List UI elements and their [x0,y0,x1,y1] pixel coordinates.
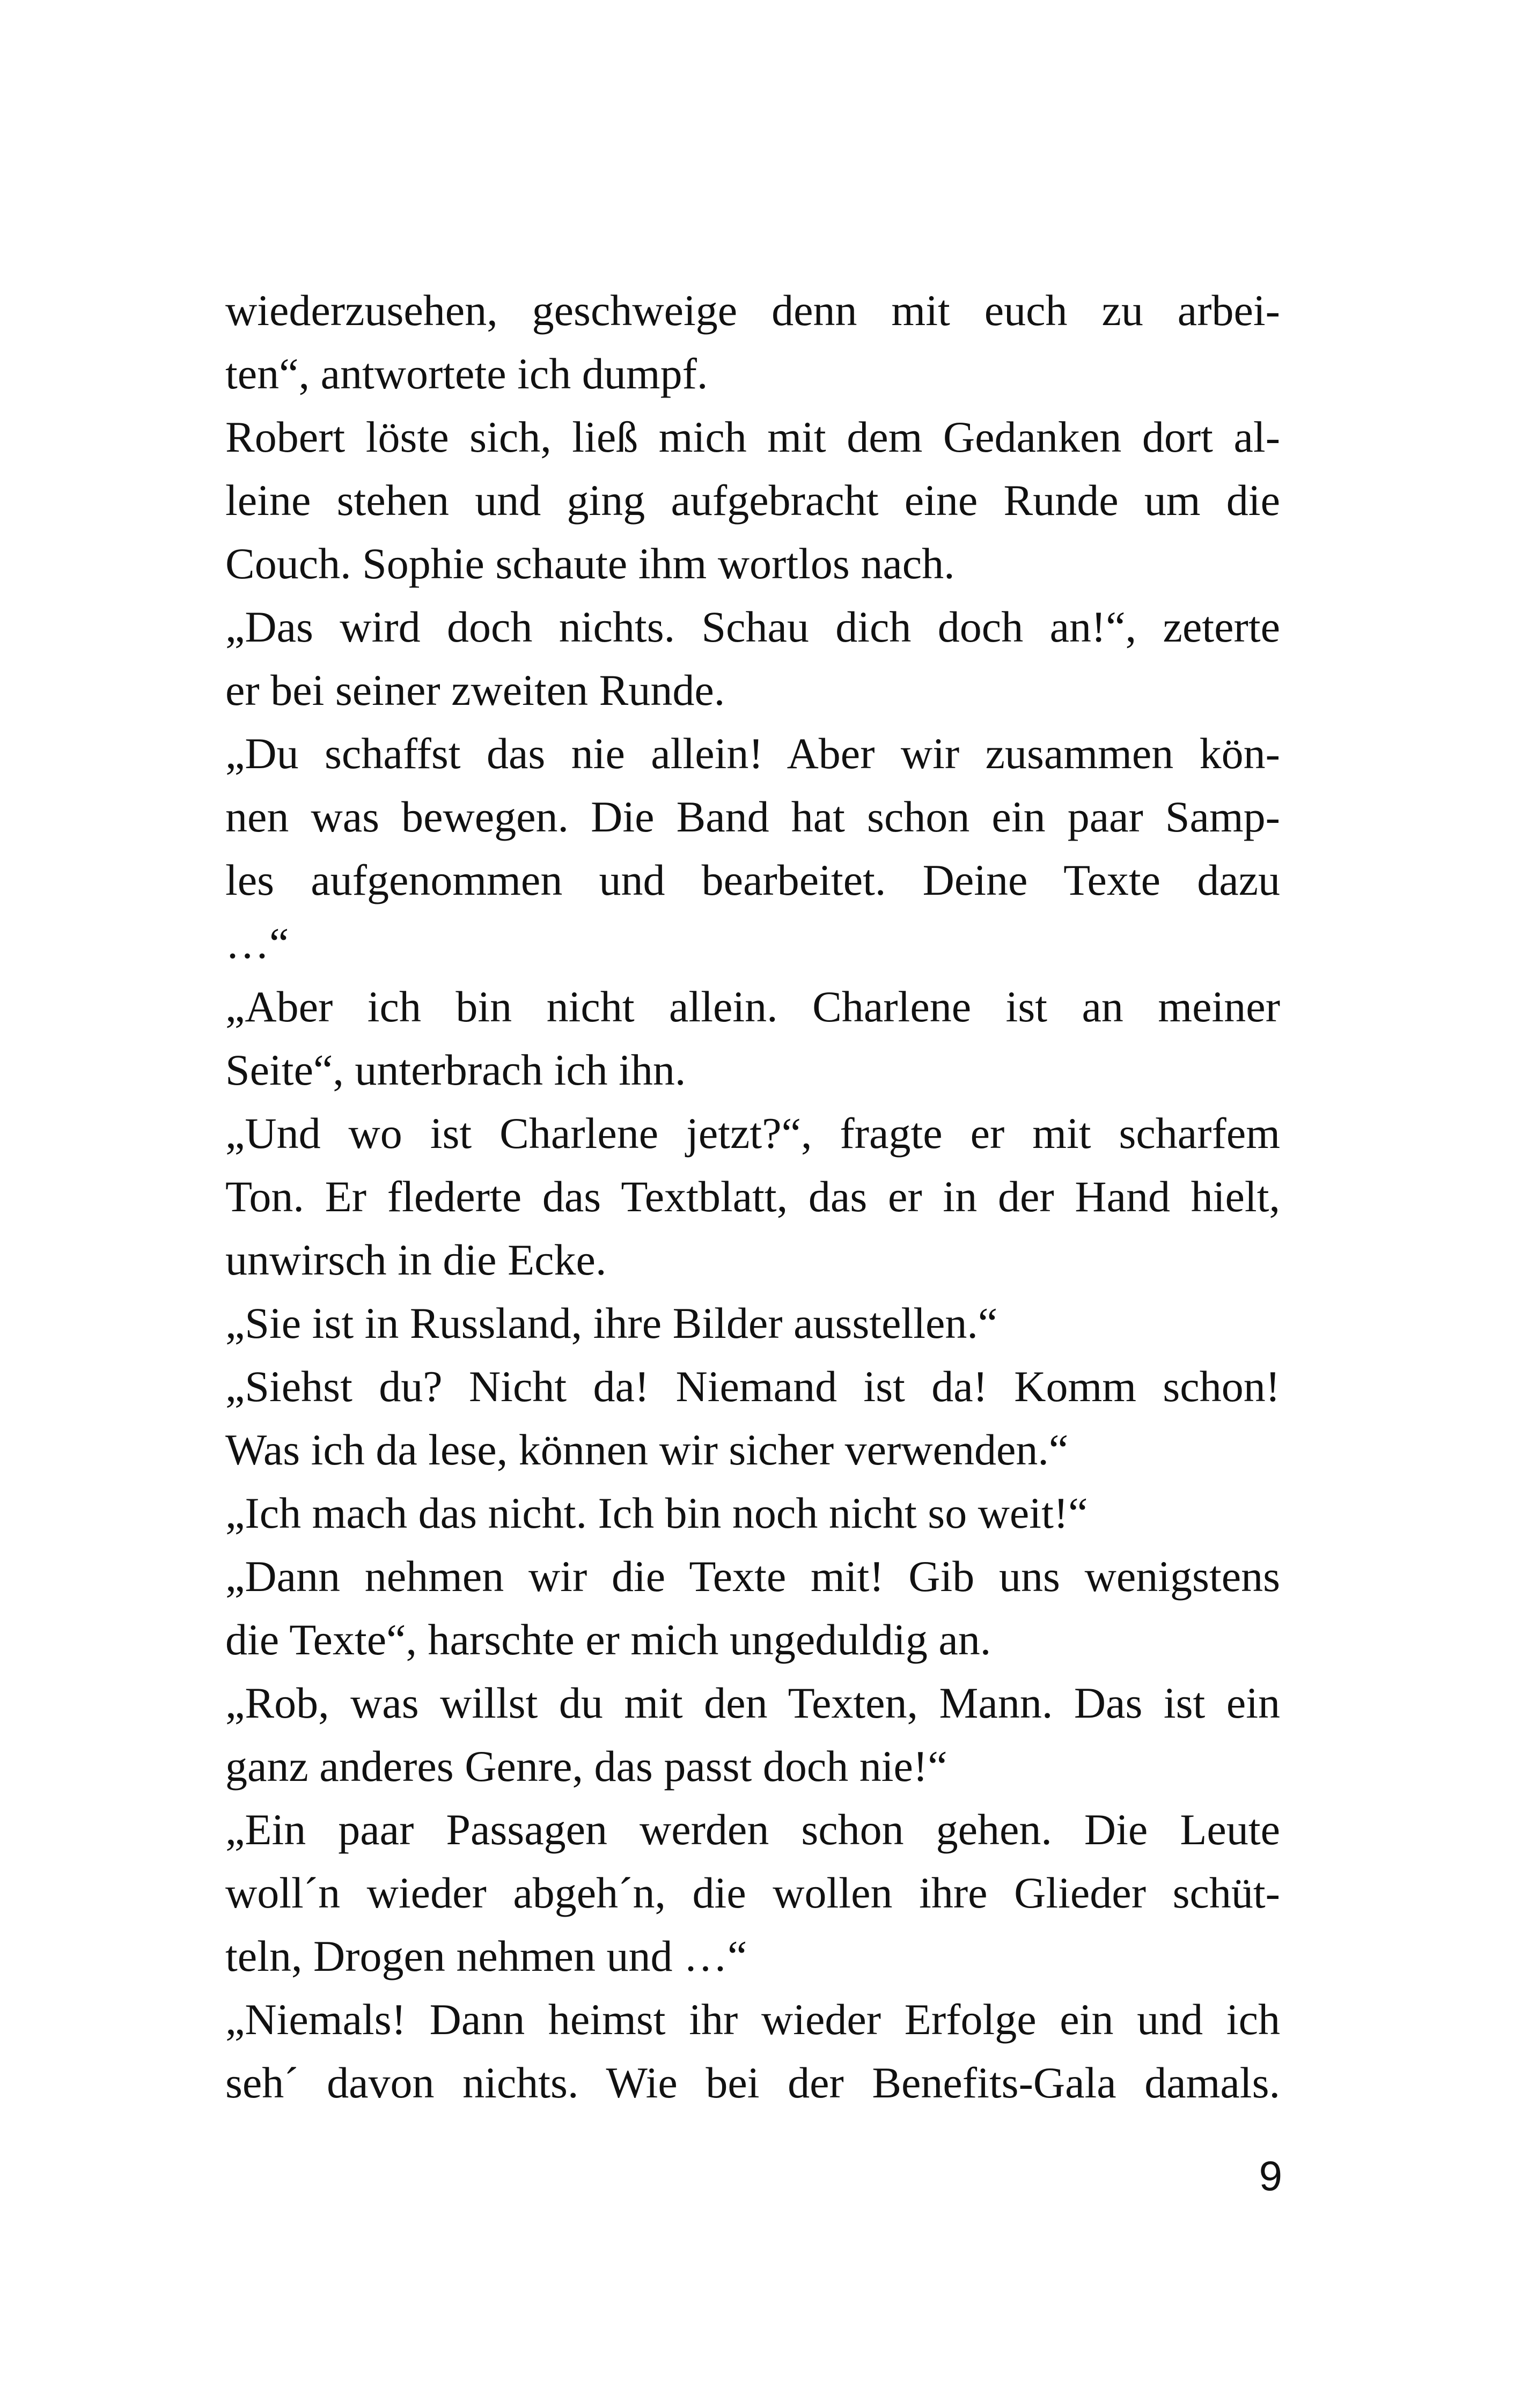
text-line: Seite“, unterbrach ich ihn. [225,1045,686,1094]
text-line: ten“, antwortete ich dumpf. [225,349,708,398]
text-line: nen was bewegen. Die Band hat schon ein paar Samp- [225,792,1280,841]
text-line: „Siehst du? Nicht da! Niemand ist da! Komm schon! [225,1362,1280,1411]
text-line: Robert löste sich, ließ mich mit dem Gedanken dort al- [225,413,1280,461]
text-line: „Dann nehmen wir die Texte mit! Gib uns wenigstens [225,1552,1280,1601]
text-line: wiederzusehen, geschweige denn mit euch zu arbei- [225,286,1280,335]
text-line: „Rob, was willst du mit den Texten, Mann. Das ist ein [225,1678,1280,1727]
text-line: seh´ davon nichts. Wie bei der Benefits-Gala damals. [225,2058,1280,2107]
text-line: Couch. Sophie schaute ihm wortlos nach. [225,539,955,588]
text-line: …“ [225,919,289,968]
body-text [225,279,1280,2115]
text-line: „Ich mach das nicht. Ich bin noch nicht so weit!“ [225,1489,1088,1537]
text-line: „Ein paar Passagen werden schon gehen. Die Leute [225,1805,1280,1854]
text-line: Was ich da lese, können wir sicher verwenden.“ [225,1425,1069,1474]
text-line: „Niemals! Dann heimst ihr wieder Erfolge ein und ich [225,1995,1280,2044]
text-line: les aufgenommen und bearbeitet. Deine Texte dazu [225,856,1280,904]
page-number: 9 [1259,2152,1282,2199]
text-line: leine stehen und ging aufgebracht eine Runde um die [225,476,1280,525]
text-line: ganz anderes Genre, das passt doch nie!“ [225,1742,947,1791]
text-line: „Und wo ist Charlene jetzt?“, fragte er mit scharfem [225,1109,1280,1158]
text-line: unwirsch in die Ecke. [225,1235,607,1284]
text-line: „Sie ist in Russland, ihre Bilder ausstellen.“ [225,1299,998,1347]
text-line: woll´n wieder abgeh´n, die wollen ihre Glieder schüt- [225,1868,1280,1917]
text-line: Ton. Er flederte das Textblatt, das er in der Hand hielt, [225,1172,1280,1221]
text-line: „Aber ich bin nicht allein. Charlene ist an meiner [225,982,1280,1031]
text-line: er bei seiner zweiten Runde. [225,666,725,715]
text-line: die Texte“, harschte er mich ungeduldig an. [225,1615,991,1664]
text-line: „Das wird doch nichts. Schau dich doch an!“, zeterte [225,602,1280,651]
text-line: teln, Drogen nehmen und …“ [225,1932,747,1980]
text-line: „Du schaffst das nie allein! Aber wir zusammen kön- [225,729,1280,778]
